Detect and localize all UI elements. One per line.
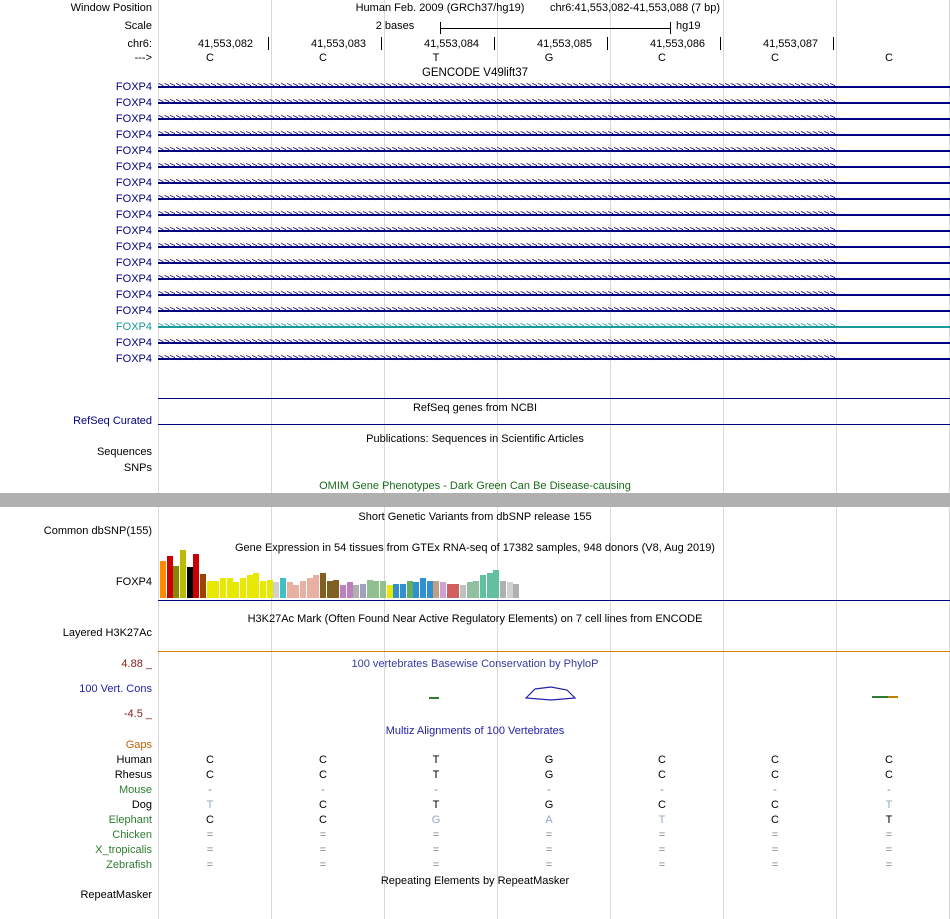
multiz-title: Multiz Alignments of 100 Vertebrates xyxy=(385,725,565,737)
gtex-bar[interactable] xyxy=(433,581,439,598)
gene-row[interactable] xyxy=(158,273,950,285)
multiz-species-label[interactable]: Dog xyxy=(131,799,152,811)
h3k27ac-baseline xyxy=(158,651,950,652)
conservation-mark xyxy=(429,697,439,699)
ruler-tick-label: 41,553,083 xyxy=(311,38,367,50)
ruler-tick-label: 41,553,085 xyxy=(537,38,593,50)
gene-label[interactable]: FOXP4 xyxy=(115,161,152,173)
gene-label[interactable]: FOXP4 xyxy=(115,81,152,93)
repeatmasker-title: Repeating Elements by RepeatMasker xyxy=(380,875,570,887)
multiz-base: A xyxy=(545,814,553,826)
ruler-tick-label: 41,553,084 xyxy=(424,38,480,50)
gene-row[interactable] xyxy=(158,113,950,125)
gtex-bar[interactable] xyxy=(213,581,219,598)
gtex-bar[interactable] xyxy=(187,567,193,598)
gene-strand-arrows: >>>>>>>>>>>>>>>>>>>>>>>>>>>>>>>>>>>>>>>>>>>>>>>>>>>>>>>>>>>>>>>>>>>>>>>>>>>>>>>>>>>>>>>>>>>>>>>>>>>>>>>>>>>>>>>>>>>> xyxy=(158,337,836,348)
gene-row[interactable] xyxy=(158,353,950,365)
gene-strand-arrows: >>>>>>>>>>>>>>>>>>>>>>>>>>>>>>>>>>>>>>>>>>>>>>>>>>>>>>>>>>>>>>>>>>>>>>>>>>>>>>>>>>>>>>>>>>>>>>>>>>>>>>>>>>>>>>>>>>>> xyxy=(158,145,836,156)
gtex-bar[interactable] xyxy=(513,584,519,598)
ruler-tick xyxy=(720,37,721,50)
gene-strand-arrows: >>>>>>>>>>>>>>>>>>>>>>>>>>>>>>>>>>>>>>>>>>>>>>>>>>>>>>>>>>>>>>>>>>>>>>>>>>>>>>>>>>>>>>>>>>>>>>>>>>>>>>>>>>>>>>>>>>>> xyxy=(158,177,836,188)
multiz-species-label[interactable]: Mouse xyxy=(118,784,152,796)
gene-strand-arrows: >>>>>>>>>>>>>>>>>>>>>>>>>>>>>>>>>>>>>>>>>>>>>>>>>>>>>>>>>>>>>>>>>>>>>>>>>>>>>>>>>>>>>>>>>>>>>>>>>>>>>>>>>>>>>>>>>>>> xyxy=(158,289,836,300)
gtex-bar[interactable] xyxy=(260,581,266,598)
multiz-base: = xyxy=(545,829,553,841)
multiz-base: C xyxy=(319,814,327,826)
gene-row[interactable] xyxy=(158,289,950,301)
multiz-base: = xyxy=(319,859,327,871)
gtex-bar[interactable] xyxy=(233,582,239,598)
multiz-base: C xyxy=(206,754,214,766)
multiz-base: = xyxy=(885,829,893,841)
strand-label: ---> xyxy=(134,52,152,64)
gtex-bar[interactable] xyxy=(427,581,433,598)
h3k27ac-title: H3K27Ac Mark (Often Found Near Active Regulatory Elements) on 7 cell lines from ENCODE xyxy=(247,613,703,625)
chrom-label: chr6: xyxy=(127,38,152,50)
assembly-title: Human Feb. 2009 (GRCh37/hg19) xyxy=(355,2,525,14)
gene-label[interactable]: FOXP4 xyxy=(115,289,152,301)
gene-strand-arrows: >>>>>>>>>>>>>>>>>>>>>>>>>>>>>>>>>>>>>>>>>>>>>>>>>>>>>>>>>>>>>>>>>>>>>>>>>>>>>>>>>>>>>>>>>>>>>>>>>>>>>>>>>>>>>>>>>>>> xyxy=(158,97,836,108)
publications-label[interactable]: Sequences xyxy=(96,446,152,458)
conservation-min-label: -4.5 _ xyxy=(123,708,152,720)
gtex-bar[interactable] xyxy=(493,570,499,598)
multiz-base: G xyxy=(544,799,554,811)
gene-label-highlighted[interactable]: FOXP4 xyxy=(115,321,152,333)
gtex-bar[interactable] xyxy=(207,581,213,598)
multiz-base: C xyxy=(658,799,666,811)
conservation-max-label: 4.88 _ xyxy=(121,658,152,670)
gtex-bar[interactable] xyxy=(267,580,273,598)
refseq-separator xyxy=(158,398,950,399)
multiz-base: T xyxy=(432,769,440,781)
multiz-base: = xyxy=(206,829,214,841)
gtex-bar[interactable] xyxy=(247,575,253,598)
gtex-bar[interactable] xyxy=(487,573,493,598)
gtex-bar[interactable] xyxy=(280,578,286,598)
gtex-bar[interactable] xyxy=(387,585,393,598)
gtex-label[interactable]: FOXP4 xyxy=(115,576,152,588)
scale-tick-right xyxy=(670,22,671,34)
multiz-base: C xyxy=(885,769,893,781)
conservation-title: 100 vertebrates Basewise Conservation by PhyloP xyxy=(351,658,599,670)
multiz-species-label[interactable]: Chicken xyxy=(112,829,152,841)
refseq-separator-bottom xyxy=(158,424,950,425)
multiz-base: G xyxy=(431,814,441,826)
scale-bar xyxy=(440,28,670,29)
gtex-bar[interactable] xyxy=(220,578,226,598)
gtex-bar[interactable] xyxy=(240,578,246,598)
gene-label[interactable]: FOXP4 xyxy=(115,337,152,349)
gene-strand-arrows: >>>>>>>>>>>>>>>>>>>>>>>>>>>>>>>>>>>>>>>>>>>>>>>>>>>>>>>>>>>>>>>>>>>>>>>>>>>>>>>>>>>>>>>>>>>>>>>>>>>>>>>>>>>>>>>>>>>> xyxy=(158,305,836,316)
gtex-bar[interactable] xyxy=(180,550,186,598)
gene-strand-arrows: >>>>>>>>>>>>>>>>>>>>>>>>>>>>>>>>>>>>>>>>>>>>>>>>>>>>>>>>>>>>>>>>>>>>>>>>>>>>>>>>>>>>>>>>>>>>>>>>>>>>>>>>>>>>>>>>>>>> xyxy=(158,113,836,124)
ruler-tick xyxy=(833,37,834,50)
gene-row[interactable] xyxy=(158,193,950,205)
gene-strand-arrows: >>>>>>>>>>>>>>>>>>>>>>>>>>>>>>>>>>>>>>>>>>>>>>>>>>>>>>>>>>>>>>>>>>>>>>>>>>>>>>>>>>>>>>>>>>>>>>>>>>>>>>>>>>>>>>>>>>>> xyxy=(158,129,836,140)
scale-text: 2 bases xyxy=(375,20,415,32)
gtex-bar[interactable] xyxy=(480,575,486,598)
gene-label[interactable]: FOXP4 xyxy=(115,113,152,125)
gene-label[interactable]: FOXP4 xyxy=(115,177,152,189)
gene-label[interactable]: FOXP4 xyxy=(115,193,152,205)
ruler-base: T xyxy=(432,52,440,64)
gene-strand-arrows: >>>>>>>>>>>>>>>>>>>>>>>>>>>>>>>>>>>>>>>>>>>>>>>>>>>>>>>>>>>>>>>>>>>>>>>>>>>>>>>>>>>>>>>>>>>>>>>>>>>>>>>>>>>>>>>>>>>> xyxy=(158,353,836,364)
gene-strand-arrows: >>>>>>>>>>>>>>>>>>>>>>>>>>>>>>>>>>>>>>>>>>>>>>>>>>>>>>>>>>>>>>>>>>>>>>>>>>>>>>>>>>>>>>>>>>>>>>>>>>>>>>>>>>>>>>>>>>>> xyxy=(158,257,836,268)
conservation-mark xyxy=(888,696,898,698)
gtex-title: Gene Expression in 54 tissues from GTEx RNA-seq of 17382 samples, 948 donors (V8, Aug 2019) xyxy=(235,542,715,554)
gtex-bar[interactable] xyxy=(320,573,326,598)
multiz-base: C xyxy=(658,769,666,781)
gtex-bar[interactable] xyxy=(400,584,406,598)
multiz-base: - xyxy=(547,784,551,796)
multiz-base: T xyxy=(885,799,893,811)
gene-row[interactable] xyxy=(158,257,950,269)
gtex-bar[interactable] xyxy=(193,554,199,598)
multiz-base: C xyxy=(885,754,893,766)
gtex-bar[interactable] xyxy=(360,584,366,598)
ruler-base: C xyxy=(658,52,666,64)
multiz-base: C xyxy=(319,754,327,766)
multiz-base: = xyxy=(658,844,666,856)
multiz-base: T xyxy=(206,799,214,811)
multiz-base: = xyxy=(771,859,779,871)
ruler-tick xyxy=(268,37,269,50)
ruler-tick xyxy=(381,37,382,50)
dbsnp-label[interactable]: Common dbSNP(155) xyxy=(43,525,152,537)
conservation-peak xyxy=(525,686,577,702)
gtex-bar[interactable] xyxy=(307,578,313,598)
gtex-bar[interactable] xyxy=(500,581,506,598)
gene-row[interactable] xyxy=(158,337,950,349)
ruler-tick xyxy=(607,37,608,50)
multiz-base: T xyxy=(432,799,440,811)
multiz-base: - xyxy=(773,784,777,796)
gtex-bar[interactable] xyxy=(200,574,206,598)
multiz-base: = xyxy=(432,859,440,871)
omim-gene-bar[interactable] xyxy=(0,493,950,507)
gtex-bar[interactable] xyxy=(293,585,299,598)
dbsnp-title: Short Genetic Variants from dbSNP release 155 xyxy=(358,511,592,523)
multiz-base: = xyxy=(885,844,893,856)
multiz-base: = xyxy=(319,844,327,856)
multiz-base: C xyxy=(771,814,779,826)
gene-strand-arrows: >>>>>>>>>>>>>>>>>>>>>>>>>>>>>>>>>>>>>>>>>>>>>>>>>>>>>>>>>>>>>>>>>>>>>>>>>>>>>>>>>>>>>>>>>>>>>>>>>>>>>>>>>>>>>>>>>>>> xyxy=(158,273,836,284)
gtex-bar[interactable] xyxy=(353,585,359,598)
gtex-baseline xyxy=(158,600,950,601)
gtex-expression-chart[interactable] xyxy=(160,550,520,598)
ruler-base: C xyxy=(319,52,327,64)
gtex-bar[interactable] xyxy=(327,581,333,598)
multiz-base: C xyxy=(658,754,666,766)
multiz-species-label[interactable]: Rhesus xyxy=(114,769,152,781)
assembly-short: hg19 xyxy=(676,20,701,32)
gene-label[interactable]: FOXP4 xyxy=(115,305,152,317)
gtex-bar[interactable] xyxy=(313,575,319,598)
multiz-base: - xyxy=(660,784,664,796)
gene-label[interactable]: FOXP4 xyxy=(115,129,152,141)
gtex-bar[interactable] xyxy=(393,584,399,598)
multiz-base: G xyxy=(544,754,554,766)
gene-row[interactable] xyxy=(158,321,950,333)
gene-row[interactable] xyxy=(158,177,950,189)
ruler-tick xyxy=(494,37,495,50)
gtex-bar[interactable] xyxy=(507,582,513,598)
refseq-label[interactable]: RefSeq Curated xyxy=(73,415,152,427)
scale-tick-left xyxy=(440,22,441,34)
multiz-base: T xyxy=(658,814,666,826)
multiz-base: = xyxy=(319,829,327,841)
omim-title: OMIM Gene Phenotypes - Dark Green Can Be Disease-causing xyxy=(319,480,631,492)
gaps-label[interactable]: Gaps xyxy=(125,739,152,751)
window-position-label: Window Position xyxy=(70,2,152,14)
ruler-tick-label: 41,553,087 xyxy=(763,38,819,50)
gene-strand-arrows: >>>>>>>>>>>>>>>>>>>>>>>>>>>>>>>>>>>>>>>>>>>>>>>>>>>>>>>>>>>>>>>>>>>>>>>>>>>>>>>>>>>>>>>>>>>>>>>>>>>>>>>>>>>>>>>>>>>> xyxy=(158,209,836,220)
multiz-base: C xyxy=(771,799,779,811)
multiz-base: = xyxy=(658,859,666,871)
gtex-bar[interactable] xyxy=(340,585,346,598)
refseq-title: RefSeq genes from NCBI xyxy=(412,402,538,414)
gene-label[interactable]: FOXP4 xyxy=(115,241,152,253)
gene-label[interactable]: FOXP4 xyxy=(115,225,152,237)
gene-strand-arrows: >>>>>>>>>>>>>>>>>>>>>>>>>>>>>>>>>>>>>>>>>>>>>>>>>>>>>>>>>>>>>>>>>>>>>>>>>>>>>>>>>>>>>>>>>>>>>>>>>>>>>>>>>>>>>>>>>>>> xyxy=(158,161,836,172)
multiz-species-label[interactable]: Human xyxy=(116,754,152,766)
gtex-bar[interactable] xyxy=(287,582,293,598)
multiz-base: T xyxy=(885,814,893,826)
multiz-species-label[interactable]: Elephant xyxy=(108,814,152,826)
gencode-track-title: GENCODE V49lift37 xyxy=(421,67,529,79)
conservation-label[interactable]: 100 Vert. Cons xyxy=(79,683,152,695)
multiz-base: = xyxy=(771,829,779,841)
gene-strand-arrows: >>>>>>>>>>>>>>>>>>>>>>>>>>>>>>>>>>>>>>>>>>>>>>>>>>>>>>>>>>>>>>>>>>>>>>>>>>>>>>>>>>>>>>>>>>>>>>>>>>>>>>>>>>>>>>>>>>>> xyxy=(158,241,836,252)
position-text[interactable]: chr6:41,553,082-41,553,088 (7 bp) xyxy=(550,2,721,14)
ruler-base: C xyxy=(885,52,893,64)
gene-row[interactable] xyxy=(158,225,950,237)
multiz-species-label[interactable]: Zebrafish xyxy=(106,859,152,871)
multiz-base: = xyxy=(885,859,893,871)
gtex-bar[interactable] xyxy=(473,581,479,598)
gene-strand-arrows: >>>>>>>>>>>>>>>>>>>>>>>>>>>>>>>>>>>>>>>>>>>>>>>>>>>>>>>>>>>>>>>>>>>>>>>>>>>>>>>>>>>>>>>>>>>>>>>>>>>>>>>>>>>>>>>>>>>> xyxy=(158,193,836,204)
gene-label[interactable]: FOXP4 xyxy=(115,209,152,221)
multiz-base: C xyxy=(206,814,214,826)
gene-label[interactable]: FOXP4 xyxy=(115,257,152,269)
gene-label[interactable]: FOXP4 xyxy=(115,273,152,285)
multiz-base: C xyxy=(771,769,779,781)
snps-label[interactable]: SNPs xyxy=(123,462,152,474)
ruler-base: C xyxy=(771,52,779,64)
multiz-base: = xyxy=(545,844,553,856)
gtex-bar[interactable] xyxy=(253,573,259,598)
gtex-bar[interactable] xyxy=(447,584,453,598)
ruler-tick-label: 41,553,082 xyxy=(198,38,254,50)
gene-row[interactable] xyxy=(158,161,950,173)
multiz-base: T xyxy=(432,754,440,766)
multiz-base: = xyxy=(206,859,214,871)
gene-row[interactable] xyxy=(158,129,950,141)
h3k27ac-label[interactable]: Layered H3K27Ac xyxy=(62,627,152,639)
gtex-bar[interactable] xyxy=(373,581,379,598)
gene-strand-arrows: >>>>>>>>>>>>>>>>>>>>>>>>>>>>>>>>>>>>>>>>>>>>>>>>>>>>>>>>>>>>>>>>>>>>>>>>>>>>>>>>>>>>>>>>>>>>>>>>>>>>>>>>>>>>>>>>>>>> xyxy=(158,225,836,236)
multiz-base: = xyxy=(658,829,666,841)
gene-row[interactable] xyxy=(158,209,950,221)
gene-row[interactable] xyxy=(158,145,950,157)
gtex-bar[interactable] xyxy=(273,582,279,598)
multiz-base: C xyxy=(206,769,214,781)
gtex-bar[interactable] xyxy=(300,581,306,598)
gtex-bar[interactable] xyxy=(380,581,386,598)
conservation-mark xyxy=(872,696,888,698)
multiz-base: = xyxy=(206,844,214,856)
gene-row[interactable] xyxy=(158,241,950,253)
multiz-base: = xyxy=(545,859,553,871)
gtex-bar[interactable] xyxy=(347,582,353,598)
multiz-base: - xyxy=(434,784,438,796)
multiz-base: = xyxy=(771,844,779,856)
multiz-base: - xyxy=(887,784,891,796)
gene-row[interactable] xyxy=(158,97,950,109)
gtex-bar[interactable] xyxy=(167,556,173,598)
ruler-tick-label: 41,553,086 xyxy=(650,38,706,50)
gene-row[interactable] xyxy=(158,81,950,93)
gene-strand-arrows: >>>>>>>>>>>>>>>>>>>>>>>>>>>>>>>>>>>>>>>>>>>>>>>>>>>>>>>>>>>>>>>>>>>>>>>>>>>>>>>>>>>>>>>>>>>>>>>>>>>>>>>>>>>>>>>>>>>> xyxy=(158,81,836,92)
gene-row[interactable] xyxy=(158,305,950,317)
multiz-base: - xyxy=(208,784,212,796)
gtex-bar[interactable] xyxy=(227,578,233,598)
gtex-bar[interactable] xyxy=(453,584,459,598)
gtex-bar[interactable] xyxy=(420,578,426,598)
multiz-base: C xyxy=(319,799,327,811)
publications-title: Publications: Sequences in Scientific Articles xyxy=(366,433,584,445)
gene-label[interactable]: FOXP4 xyxy=(115,145,152,157)
gene-label[interactable]: FOXP4 xyxy=(115,97,152,109)
repeatmasker-label[interactable]: RepeatMasker xyxy=(80,889,152,901)
gtex-bar[interactable] xyxy=(407,581,413,598)
gtex-bar[interactable] xyxy=(367,580,373,598)
multiz-base: = xyxy=(432,844,440,856)
gtex-bar[interactable] xyxy=(460,585,466,598)
multiz-base: C xyxy=(771,754,779,766)
multiz-base: - xyxy=(321,784,325,796)
multiz-base: C xyxy=(319,769,327,781)
ruler-base: G xyxy=(544,52,554,64)
multiz-base: = xyxy=(432,829,440,841)
gene-strand-arrows: >>>>>>>>>>>>>>>>>>>>>>>>>>>>>>>>>>>>>>>>>>>>>>>>>>>>>>>>>>>>>>>>>>>>>>>>>>>>>>>>>>>>>>>>>>>>>>>>>>>>>>>>>>>>>>>>>>>> xyxy=(158,321,836,332)
gene-label[interactable]: FOXP4 xyxy=(115,353,152,365)
gtex-bar[interactable] xyxy=(173,566,179,598)
gtex-bar[interactable] xyxy=(413,582,419,598)
ruler-base: C xyxy=(206,52,214,64)
gtex-bar[interactable] xyxy=(440,582,446,598)
scale-label: Scale xyxy=(124,20,152,32)
gtex-bar[interactable] xyxy=(333,580,339,598)
multiz-species-label[interactable]: X_tropicalis xyxy=(95,844,152,856)
gtex-bar[interactable] xyxy=(160,561,166,598)
multiz-base: G xyxy=(544,769,554,781)
gtex-bar[interactable] xyxy=(467,582,473,598)
